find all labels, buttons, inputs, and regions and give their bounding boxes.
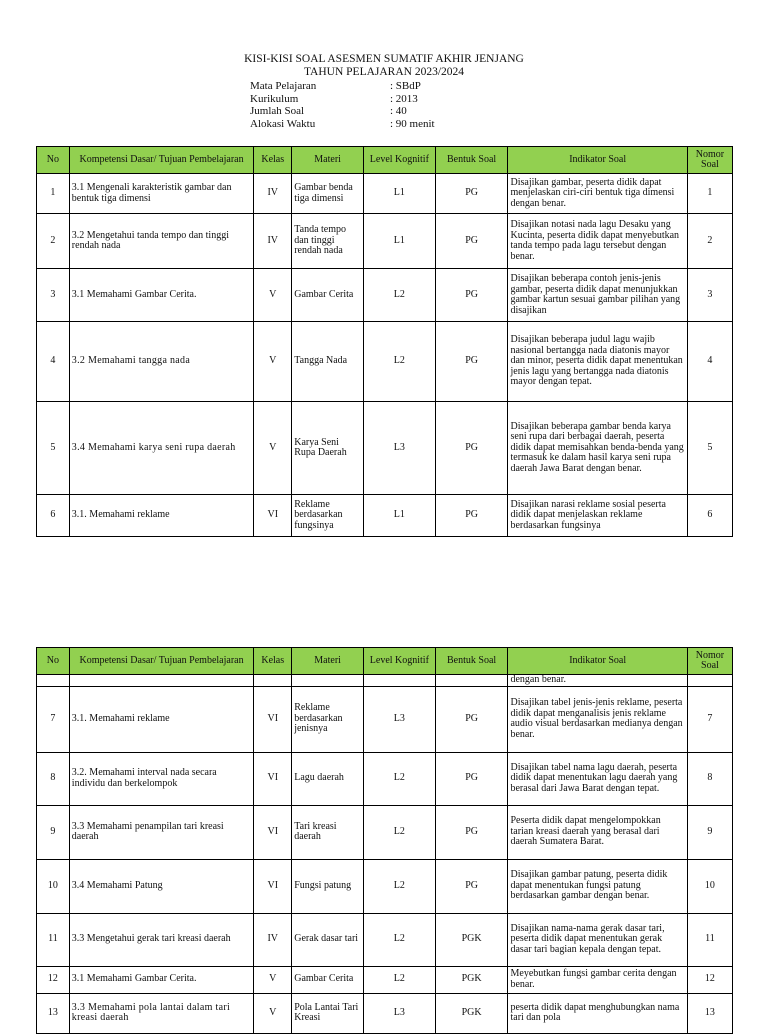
cell-nomor: 1 <box>687 174 732 214</box>
cell-indikator: Meyebutkan fungsi gambar cerita dengan benar. <box>508 966 687 993</box>
document-title: KISI-KISI SOAL ASESMEN SUMATIF AKHIR JENJANG <box>244 53 524 65</box>
cell-materi: Gambar Cerita <box>292 269 364 322</box>
table-row-continuation <box>37 675 733 687</box>
col-header-nomor: Nomor Soal <box>687 648 732 675</box>
cell-kd: 3.4 Memahami karya seni rupa daerah <box>69 402 254 495</box>
col-header-kd: Kompetensi Dasar/ Tujuan Pembelajaran <box>69 648 254 675</box>
cell-indikator: Disajikan gambar patung, peserta didik dapat menentukan fungsi patung berdasarkan gambar dengan benar. <box>508 859 687 913</box>
cell-kelas: V <box>254 322 292 402</box>
meta-row-time <box>250 118 435 131</box>
cell-nomor: 6 <box>687 495 732 537</box>
cell-no: 10 <box>37 859 70 913</box>
cell-kd: 3.1. Memahami reklame <box>69 495 254 537</box>
col-header-indikator: Indikator Soal <box>508 147 687 174</box>
cell-level: L1 <box>363 214 435 269</box>
cell-materi: Gambar benda tiga dimensi <box>292 174 364 214</box>
cell-nomor: 5 <box>687 402 732 495</box>
document-meta <box>250 80 435 130</box>
cell-kd: 3.2 Memahami tangga nada <box>69 322 254 402</box>
cell-kelas: IV <box>254 174 292 214</box>
cell-indikator: peserta didik dapat menghubungkan nama tari dan pola <box>508 993 687 1033</box>
col-header-kd: Kompetensi Dasar/ Tujuan Pembelajaran <box>69 147 254 174</box>
table-row <box>37 322 733 402</box>
meta-value: : SBdP <box>390 80 421 92</box>
cell-nomor: 2 <box>687 214 732 269</box>
table-row <box>37 859 733 913</box>
cell-level: L3 <box>363 993 435 1033</box>
table-row <box>37 752 733 805</box>
cell-bentuk: PG <box>435 269 508 322</box>
table-row <box>37 913 733 966</box>
meta-row-question-count <box>250 105 435 118</box>
col-header-nomor: Nomor Soal <box>687 147 732 174</box>
cell-level: L3 <box>363 686 435 752</box>
cell-kelas: V <box>254 966 292 993</box>
cell-no: 7 <box>37 686 70 752</box>
cell-indikator: Disajikan beberapa gambar benda karya seni rupa dari berbagai daerah, peserta didik dapat memisahkan benda-benda yang termasuk ke dalam hasil karya seni rupa daerah Jawa Barat dengan benar. <box>508 402 687 495</box>
cell-materi: Lagu daerah <box>292 752 364 805</box>
cell-indikator: Disajikan notasi nada lagu Desaku yang Kucinta, peserta didik dapat menyebutkan tanda tempo pada lagu tersebut dengan benar. <box>508 214 687 269</box>
cell-nomor: 10 <box>687 859 732 913</box>
col-header-level: Level Kognitif <box>363 648 435 675</box>
cell-no: 9 <box>37 805 70 859</box>
meta-key: Jumlah Soal <box>250 105 305 117</box>
cell-kd: 3.3 Mengetahui gerak tari kreasi daerah <box>69 913 254 966</box>
cell-nomor: 11 <box>687 913 732 966</box>
cell-nomor: 9 <box>687 805 732 859</box>
col-header-kelas: Kelas <box>254 648 292 675</box>
table-row <box>37 214 733 269</box>
cell-no: 1 <box>37 174 70 214</box>
cell-kelas: VI <box>254 495 292 537</box>
cell-no: 5 <box>37 402 70 495</box>
cell-kd: 3.1 Memahami Gambar Cerita. <box>69 966 254 993</box>
table-row <box>37 174 733 214</box>
meta-value: : 90 menit <box>390 117 435 130</box>
meta-key: Alokasi Waktu <box>250 117 316 130</box>
cell-bentuk: PG <box>435 805 508 859</box>
col-header-bentuk: Bentuk Soal <box>435 147 508 174</box>
meta-value: : 40 <box>390 105 407 117</box>
cell-kelas: VI <box>254 859 292 913</box>
cell-materi: Tangga Nada <box>292 322 364 402</box>
cell-indikator: dengan benar. <box>508 675 687 687</box>
col-header-materi: Materi <box>292 648 364 675</box>
cell-materi: Tari kreasi daerah <box>292 805 364 859</box>
grid-table-2 <box>36 647 733 1034</box>
cell-materi: Fungsi patung <box>292 859 364 913</box>
col-header-level: Level Kognitif <box>363 147 435 174</box>
cell-indikator: Disajikan beberapa contoh jenis-jenis gambar, peserta didik dapat menunjukkan gambar kartun sesuai gambar pilihan yang disajikan <box>508 269 687 322</box>
cell-bentuk: PGK <box>435 993 508 1033</box>
cell-kelas: VI <box>254 805 292 859</box>
cell-materi: Pola Lantai Tari Kreasi <box>292 993 364 1033</box>
cell-materi: Reklame berdasarkan fungsinya <box>292 495 364 537</box>
cell-kd: 3.1 Mengenali karakteristik gambar dan bentuk tiga dimensi <box>69 174 254 214</box>
cell-no: 11 <box>37 913 70 966</box>
cell-indikator: Disajikan tabel nama lagu daerah, peserta didik dapat menentukan lagu daerah yang berasal dari Jawa Barat dengan tepat. <box>508 752 687 805</box>
cell-materi: Tanda tempo dan tinggi rendah nada <box>292 214 364 269</box>
cell-no: 3 <box>37 269 70 322</box>
col-header-indikator: Indikator Soal <box>508 648 687 675</box>
cell-indikator: Disajikan narasi reklame sosial peserta didik dapat menjelaskan reklame berdasarkan fungsinya <box>508 495 687 537</box>
cell-kd: 3.2 Mengetahui tanda tempo dan tinggi rendah nada <box>69 214 254 269</box>
table-row <box>37 269 733 322</box>
table-row <box>37 993 733 1033</box>
cell-bentuk: PG <box>435 214 508 269</box>
cell-bentuk: PG <box>435 686 508 752</box>
cell-bentuk: PGK <box>435 966 508 993</box>
cell-kelas: V <box>254 269 292 322</box>
cell-kelas: V <box>254 402 292 495</box>
meta-value: : 2013 <box>390 92 418 105</box>
cell-kelas: VI <box>254 752 292 805</box>
cell-level: L2 <box>363 966 435 993</box>
cell-nomor: 8 <box>687 752 732 805</box>
cell-kd: 3.3 Memahami penampilan tari kreasi daerah <box>69 805 254 859</box>
grid-table-1 <box>36 146 733 537</box>
cell-no: 6 <box>37 495 70 537</box>
cell-kd: 3.4 Memahami Patung <box>69 859 254 913</box>
cell-level: L2 <box>363 859 435 913</box>
cell-kelas: IV <box>254 214 292 269</box>
cell-level: L1 <box>363 174 435 214</box>
cell-bentuk: PG <box>435 859 508 913</box>
cell-level: L2 <box>363 322 435 402</box>
table-row <box>37 402 733 495</box>
cell-bentuk: PG <box>435 752 508 805</box>
cell-nomor: 13 <box>687 993 732 1033</box>
cell-kelas: V <box>254 993 292 1033</box>
cell-materi: Gambar Cerita <box>292 966 364 993</box>
col-header-no: No <box>37 648 70 675</box>
cell-kd: 3.2. Memahami interval nada secara individu dan berkelompok <box>69 752 254 805</box>
meta-row-subject <box>250 80 435 93</box>
cell-bentuk: PG <box>435 174 508 214</box>
cell-kelas: IV <box>254 913 292 966</box>
cell-indikator: Disajikan gambar, peserta didik dapat menjelaskan ciri-ciri bentuk tiga dimensi dengan benar. <box>508 174 687 214</box>
cell-level: L2 <box>363 269 435 322</box>
cell-level: L2 <box>363 752 435 805</box>
cell-nomor: 3 <box>687 269 732 322</box>
col-header-no: No <box>37 147 70 174</box>
cell-level: L1 <box>363 495 435 537</box>
cell-level: L2 <box>363 913 435 966</box>
meta-key: Mata Pelajaran <box>250 80 317 92</box>
cell-materi: Gerak dasar tari <box>292 913 364 966</box>
cell-kd: 3.1 Memahami Gambar Cerita. <box>69 269 254 322</box>
cell-no: 13 <box>37 993 70 1033</box>
meta-row-curriculum <box>250 93 435 106</box>
cell-no: 8 <box>37 752 70 805</box>
cell-no: 12 <box>37 966 70 993</box>
cell-no: 2 <box>37 214 70 269</box>
cell-bentuk: PG <box>435 495 508 537</box>
cell-level: L2 <box>363 805 435 859</box>
cell-indikator: Peserta didik dapat mengelompokkan tarian kreasi daerah yang berasal dari daerah Sumatera Barat. <box>508 805 687 859</box>
cell-kelas: VI <box>254 686 292 752</box>
cell-nomor: 4 <box>687 322 732 402</box>
cell-bentuk: PGK <box>435 913 508 966</box>
cell-indikator: Disajikan nama-nama gerak dasar tari, peserta didik dapat menentukan gerak dasar tari bagian kepala dengan tepat. <box>508 913 687 966</box>
cell-nomor: 12 <box>687 966 732 993</box>
cell-bentuk: PG <box>435 402 508 495</box>
col-header-bentuk: Bentuk Soal <box>435 648 508 675</box>
cell-kd: 3.3 Memahami pola lantai dalam tari kreasi daerah <box>69 993 254 1033</box>
document-subtitle: TAHUN PELAJARAN 2023/2024 <box>303 66 465 78</box>
table-row <box>37 686 733 752</box>
cell-no: 4 <box>37 322 70 402</box>
col-header-materi: Materi <box>292 147 364 174</box>
table-row <box>37 495 733 537</box>
col-header-kelas: Kelas <box>254 147 292 174</box>
cell-level: L3 <box>363 402 435 495</box>
table-row <box>37 805 733 859</box>
cell-indikator: Disajikan tabel jenis-jenis reklame, peserta didik dapat menganalisis jenis reklame audio visual berdasarkan medianya dengan benar. <box>508 686 687 752</box>
table-header-row <box>37 648 733 675</box>
cell-bentuk: PG <box>435 322 508 402</box>
cell-materi: Reklame berdasarkan jenisnya <box>292 686 364 752</box>
meta-key: Kurikulum <box>250 92 299 105</box>
cell-indikator: Disajikan beberapa judul lagu wajib nasional bertangga nada diatonis mayor dan minor, peserta didik dapat menentukan jenis lagu yang bertangga nada diatonis mayor dengan tepat. <box>508 322 687 402</box>
cell-nomor: 7 <box>687 686 732 752</box>
table-row <box>37 966 733 993</box>
cell-kd: 3.1. Memahami reklame <box>69 686 254 752</box>
cell-materi: Karya Seni Rupa Daerah <box>292 402 364 495</box>
table-header-row <box>37 147 733 174</box>
